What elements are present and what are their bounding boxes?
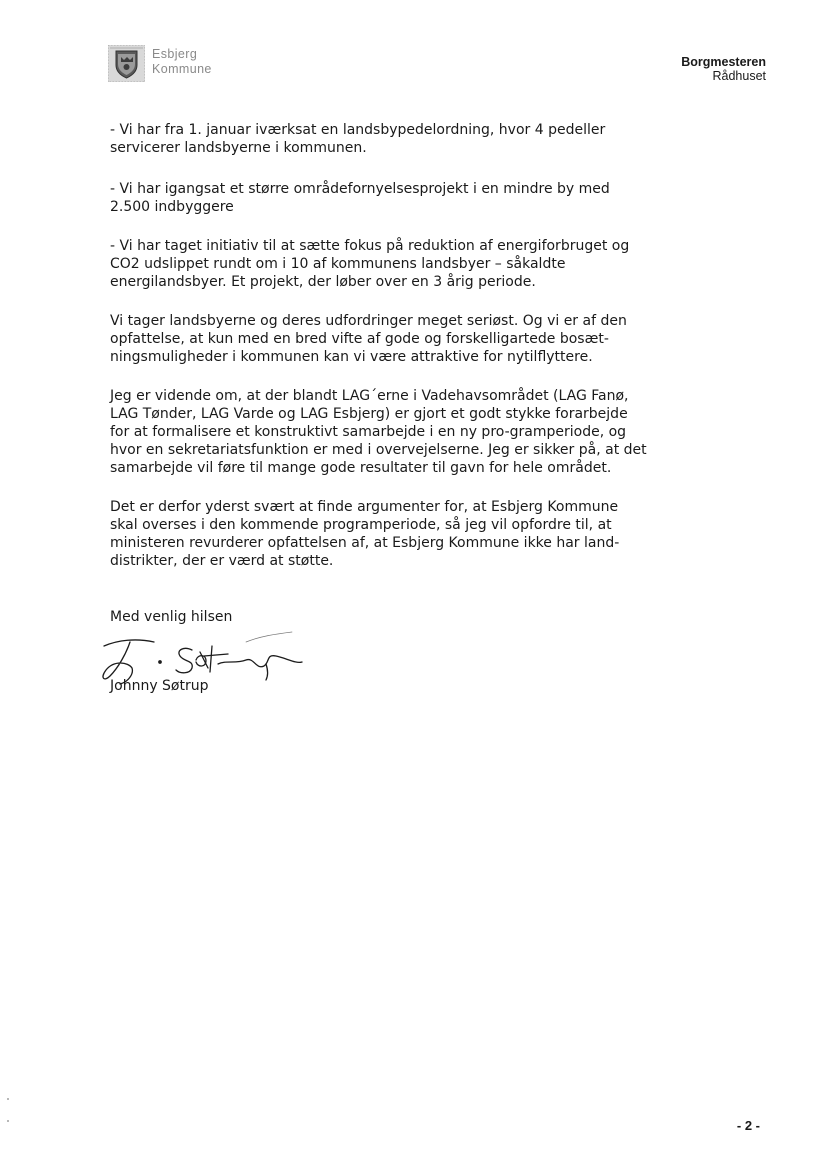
page-number: - 2 - — [736, 1118, 760, 1133]
org-name-line1: Esbjerg — [152, 47, 198, 61]
org-name-line2: Kommune — [152, 62, 212, 76]
paragraph-conclusion: Det er derfor yderst svært at finde argumenter for, at Esbjerg Kommune skal overses i den kommende programperiode, så jeg vil opfordre til, at ministeren revurderer opfattelsen af, at Esbjerg Kommune ikke har land-distrikter, der er værd at støtte. — [110, 499, 620, 569]
paragraph-lag: Jeg er vidende om, at der blandt LAG´erne i Vadehavsområdet (LAG Fanø, LAG Tønder, LAG Varde og LAG Esbjerg) er gjort et godt stykke forarbejde for at formalisere et konstruktivt samarbejde i en ny pro-gramperiode, og hvor en sekretariatsfunktion er med i overvejelserne. Jeg er sikker på, at det samarbejde vil føre til mange gode resultater til gavn for hele området. — [110, 388, 647, 476]
paragraph-renewal: - Vi har igangsat et større områdefornyelsesprojekt i en mindre by med 2.500 indbyggere — [110, 181, 610, 215]
signer-name: Johnny Søtrup — [110, 678, 209, 694]
sender-block — [681, 55, 766, 83]
paragraph-pedel: - Vi har fra 1. januar iværksat en landsbypedelordning, hvor 4 pedeller servicerer landsbyerne i kommunen. — [110, 122, 606, 156]
sender-title: Borgmesteren — [681, 55, 766, 69]
scan-speck — [7, 1120, 9, 1122]
paragraph-energy: - Vi har taget initiativ til at sætte fokus på reduktion af energiforbruget og CO2 udslippet rundt om i 10 af kommunens landsbyer – såkaldte energilandsbyer. Et projekt, der løber over en 3 årig periode. — [110, 238, 630, 290]
coat-of-arms-icon — [108, 45, 145, 82]
sender-place: Rådhuset — [712, 69, 766, 83]
municipality-logo — [108, 45, 238, 85]
closing-salutation: Med venlig hilsen — [110, 609, 233, 625]
letter-body — [110, 121, 650, 591]
paragraph-villages: Vi tager landsbyerne og deres udfordringer meget seriøst. Og vi er af den opfattelse, at kun med en bred vifte af gode og forskelligartede bosæt-ningsmuligheder i kommunen kan vi være attraktive for nytilflyttere. — [110, 313, 627, 365]
scan-speck — [7, 1098, 9, 1100]
